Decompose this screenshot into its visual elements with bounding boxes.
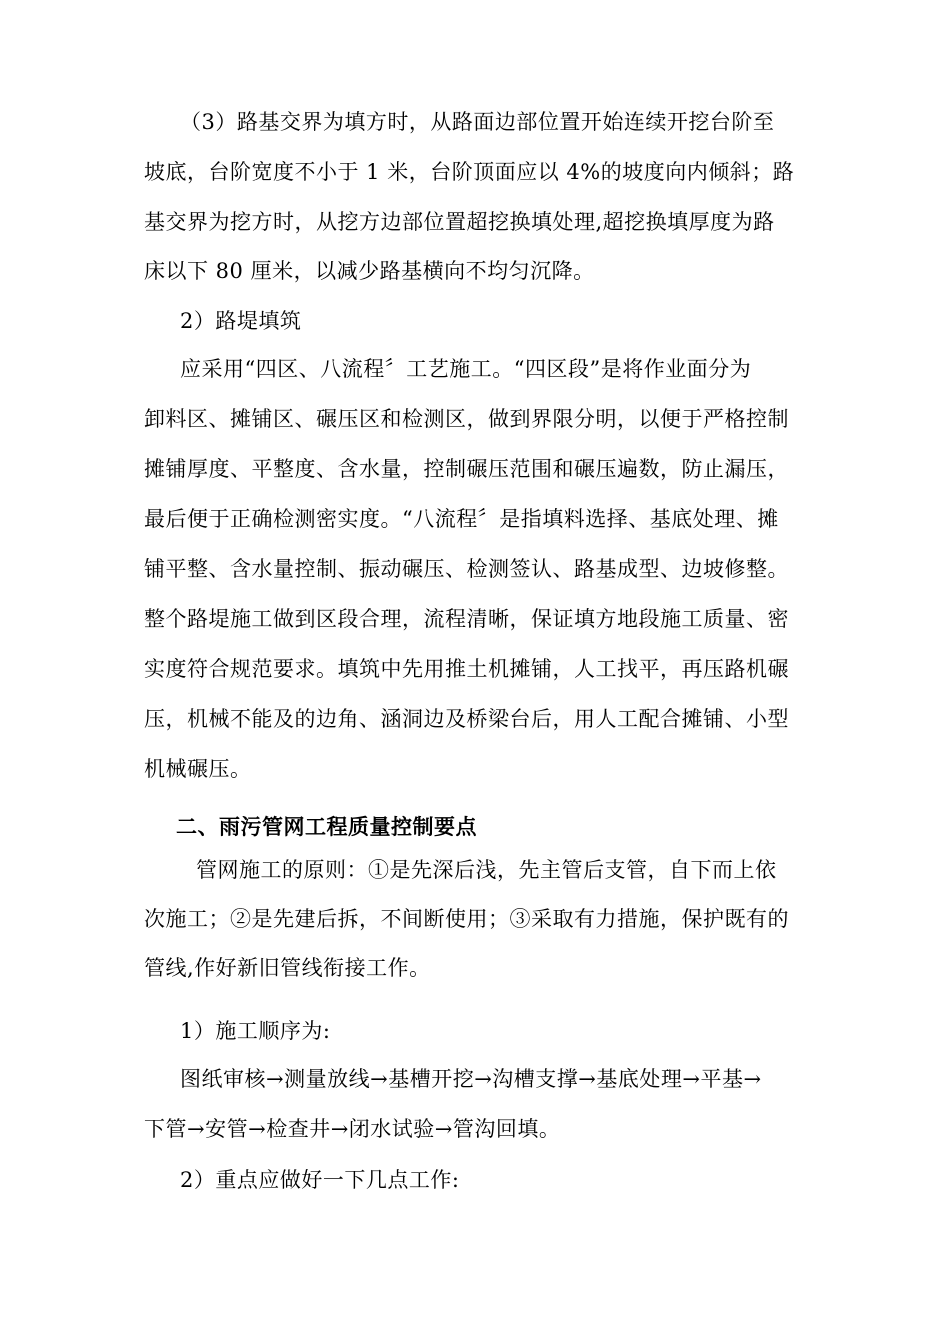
paragraph-line: 压，机械不能及的边角、涵洞边及桥梁台后，用人工配合摊铺、小型 <box>144 707 789 731</box>
paragraph-line: （3）路基交界为填方时，从路面边部位置开始连续开挖台阶至 <box>180 110 775 134</box>
paragraph-line: 床以下 80 厘米，以减少路基横向不均匀沉降。 <box>144 259 595 283</box>
paragraph-line: 摊铺厚度、平整度、含水量，控制碾压范围和碾压遍数，防止漏压， <box>144 457 789 481</box>
paragraph-line: 下管→安管→检查井→闭水试验→管沟回填。 <box>144 1117 561 1141</box>
paragraph-line: 应采用“四区、八流程〞工艺施工。“四区段”是将作业面分为 <box>180 357 752 381</box>
paragraph-line: 卸料区、摊铺区、碾压区和检测区，做到界限分明，以便于严格控制 <box>144 407 789 431</box>
sub-heading-embankment: 2）路堤填筑 <box>180 309 302 333</box>
paragraph-line: 坡底，台阶宽度不小于 1 米，台阶顶面应以 4%的坡度向内倾斜；路 <box>144 160 795 184</box>
paragraph-line: 整个路堤施工做到区段合理，流程清晰，保证填方地段施工质量、密 <box>144 607 789 631</box>
sub-heading-sequence: 1）施工顺序为: <box>180 1019 331 1043</box>
paragraph-line: 次施工；②是先建后拆，不间断使用；③采取有力措施，保护既有的 <box>144 907 789 931</box>
paragraph-line: 机械碾压。 <box>144 757 252 781</box>
paragraph-line: 铺平整、含水量控制、振动碾压、检测签认、路基成型、边坡修整。 <box>144 557 789 581</box>
paragraph-line: 图纸审核→测量放线→基槽开挖→沟槽支撑→基底处理→平基→ <box>180 1067 762 1091</box>
paragraph-line: 管线,作好新旧管线衔接工作。 <box>144 956 431 980</box>
section-heading: 二、雨污管网工程质量控制要点 <box>176 815 477 839</box>
paragraph-line: 最后便于正确检测密实度。“八流程〞是指填料选择、基底处理、摊 <box>144 507 779 531</box>
paragraph-line: 基交界为挖方时，从挖方边部位置超挖换填处理,超挖换填厚度为路 <box>144 210 775 234</box>
paragraph-line: 实度符合规范要求。填筑中先用推土机摊铺，人工找平，再压路机碾 <box>144 657 789 681</box>
paragraph-line: 管网施工的原则：①是先深后浅，先主管后支管，自下而上依 <box>196 858 777 882</box>
sub-heading-key-points: 2）重点应做好一下几点工作: <box>180 1168 460 1192</box>
